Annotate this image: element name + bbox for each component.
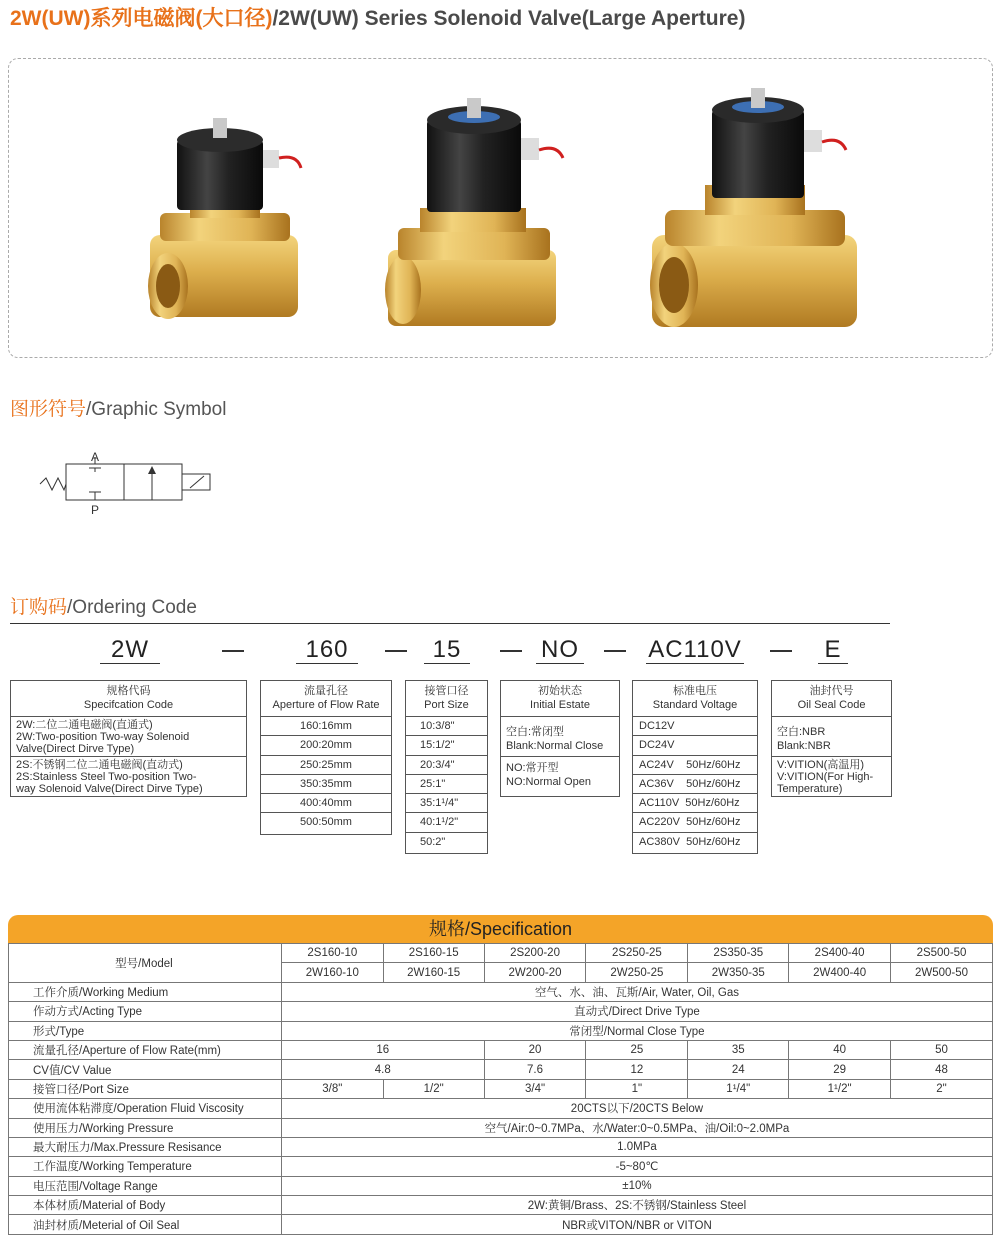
table-row <box>9 982 993 1001</box>
box-header <box>261 681 391 717</box>
row-line: 空白:NBR <box>777 726 826 738</box>
model-cell: 2S400-40 <box>789 944 891 963</box>
row-value: 3/8" <box>281 1079 383 1098</box>
row-label: 流量孔径/Aperture of Flow Rate(mm) <box>9 1040 282 1059</box>
port-row: 35:1¹/4" <box>406 794 487 813</box>
aperture-row: 250:25mm <box>261 756 391 775</box>
table-row <box>9 1157 993 1176</box>
table-row <box>9 1137 993 1156</box>
header-cn: 接管口径 <box>424 685 469 697</box>
code-underline <box>424 663 470 664</box>
row-line: Valve(Direct Dirve Type) <box>16 743 135 755</box>
row-line: 2W:Two-position Two-way Solenoid <box>16 731 190 743</box>
voltage-row: AC36V 50Hz/60Hz <box>633 775 757 794</box>
table-row <box>9 1215 993 1234</box>
table-row <box>9 1118 993 1137</box>
row-label: 本体材质/Material of Body <box>9 1196 282 1215</box>
ordering-divider <box>10 623 890 624</box>
aperture-box <box>260 680 392 835</box>
aperture-row: 350:35mm <box>261 775 391 794</box>
header-cn: 初始状态 <box>538 685 582 697</box>
row-line: Temperature) <box>777 783 843 795</box>
model-cell: 2W160-10 <box>281 963 383 982</box>
port-row: 20:3/4" <box>406 756 487 775</box>
row-line: V:VITION(For High- <box>777 771 874 783</box>
header-en: Specifcation Code <box>83 699 174 711</box>
table-row <box>9 1099 993 1118</box>
row-value: 24 <box>688 1060 789 1079</box>
aperture-row: 160:16mm <box>261 717 391 736</box>
row-line: NO:常开型 <box>506 762 559 774</box>
aperture-row: 200:20mm <box>261 736 391 755</box>
model-cell: 2S350-35 <box>688 944 789 963</box>
box-header <box>772 681 891 717</box>
row-value: 空气/Air:0~0.7MPa、水/Water:0~0.5MPa、油/Oil:0~2.0MPa <box>281 1118 992 1137</box>
code-dash <box>222 650 244 652</box>
row-value: 25 <box>586 1040 688 1059</box>
port-row: 25:1" <box>406 775 487 794</box>
model-cell: 2W500-50 <box>891 963 993 982</box>
code-initial: NO <box>541 636 579 663</box>
table-row <box>9 944 993 963</box>
row-value: 1.0MPa <box>281 1137 992 1156</box>
row-value: -5~80℃ <box>281 1157 992 1176</box>
code-spec: 2W <box>111 636 149 663</box>
box-header <box>406 681 487 717</box>
graphic-symbol <box>30 448 220 520</box>
spec-table <box>8 943 993 1235</box>
oil-seal-row <box>772 757 891 795</box>
row-label: 最大耐压力/Max.Pressure Resisance <box>9 1137 282 1156</box>
row-value: 空气、水、油、瓦斯/Air, Water, Oil, Gas <box>281 982 992 1001</box>
model-cell: 2S160-10 <box>281 944 383 963</box>
header-en: Initial Estate <box>530 699 590 711</box>
table-row <box>9 1002 993 1021</box>
graphic-symbol-heading <box>10 394 226 421</box>
row-value: 1/2" <box>383 1079 484 1098</box>
row-value: ±10% <box>281 1176 992 1195</box>
row-value: 直动式/Direct Drive Type <box>281 1002 992 1021</box>
code-underline <box>296 663 358 664</box>
header-cn: 油封代号 <box>809 685 854 697</box>
table-row <box>9 1176 993 1195</box>
code-underline <box>536 663 584 664</box>
port-row: 10:3/8" <box>406 717 487 736</box>
row-value: 1¹/2" <box>789 1079 891 1098</box>
row-value: 1¹/4" <box>688 1079 789 1098</box>
heading-cn: 订购码 <box>10 597 68 618</box>
initial-row <box>501 757 619 795</box>
row-line: way Solenoid Valve(Direct Dirve Type) <box>16 783 203 795</box>
aperture-row: 400:40mm <box>261 794 391 813</box>
code-dash <box>770 650 792 652</box>
code-oil-seal: E <box>824 636 842 663</box>
row-value: 50 <box>891 1040 993 1059</box>
row-label: 电压范围/Voltage Range <box>9 1176 282 1195</box>
port-row: 50:2" <box>420 835 446 848</box>
box-header <box>633 681 757 717</box>
row-line: V:VITION(高温用) <box>777 759 864 771</box>
header-en: Aperture of Flow Rate <box>272 699 380 711</box>
row-value: 20CTS以下/20CTS Below <box>281 1099 992 1118</box>
port-p-label: P <box>91 503 100 517</box>
heading-en: /Ordering Code <box>67 597 197 618</box>
row-value: 1" <box>586 1079 688 1098</box>
row-value: 7.6 <box>484 1060 586 1079</box>
table-row <box>9 1079 993 1098</box>
port-row: 15:1/2" <box>406 736 487 755</box>
model-label: 型号/Model <box>9 944 282 983</box>
code-voltage: AC110V <box>648 636 742 663</box>
code-aperture: 160 <box>305 636 349 663</box>
voltage-row: DC24V <box>633 736 757 755</box>
row-value: 16 <box>281 1040 484 1059</box>
header-en: Oil Seal Code <box>797 699 866 711</box>
model-cell: 2W400-40 <box>789 963 891 982</box>
row-value: 20 <box>484 1040 586 1059</box>
voltage-row: AC24V 50Hz/60Hz <box>633 756 757 775</box>
row-line: Blank:NBR <box>777 740 831 752</box>
oil-seal-row <box>772 717 891 757</box>
header-cn: 标准电压 <box>673 685 717 697</box>
box-header <box>11 681 246 717</box>
row-label: 形式/Type <box>9 1021 282 1040</box>
ordering-code-heading <box>10 592 197 619</box>
code-port: 15 <box>432 636 462 663</box>
port-row: 40:1¹/2" <box>406 813 487 832</box>
port-a-label: A <box>91 450 100 464</box>
row-value: NBR或VITON/NBR or VITON <box>281 1215 992 1234</box>
row-line: 2S:不锈钢二位二通电磁阀(直动式) <box>16 759 183 771</box>
model-cell: 2W250-25 <box>586 963 688 982</box>
box-header <box>501 681 619 717</box>
code-underline <box>818 663 848 664</box>
row-line: Blank:Normal Close <box>506 740 604 752</box>
model-cell: 2W160-15 <box>383 963 484 982</box>
table-row <box>9 1040 993 1059</box>
row-label: CV值/CV Value <box>9 1060 282 1079</box>
row-label: 使用流体粘滞度/Operation Fluid Viscosity <box>9 1099 282 1118</box>
row-label: 工作温度/Working Temperature <box>9 1157 282 1176</box>
voltage-row: AC220V 50Hz/60Hz <box>633 813 757 832</box>
spec-header: 规格/Specification <box>8 915 993 943</box>
table-row <box>9 1196 993 1215</box>
row-label: 接管口径/Port Size <box>9 1079 282 1098</box>
model-cell: 2S200-20 <box>484 944 586 963</box>
header-cn: 流量孔径 <box>304 685 348 697</box>
row-value: 29 <box>789 1060 891 1079</box>
row-label: 油封材质/Meterial of Oil Seal <box>9 1215 282 1234</box>
row-label: 作动方式/Acting Type <box>9 1002 282 1021</box>
spec-code-box <box>10 680 247 797</box>
code-underline <box>100 663 160 664</box>
valve-photo-3 <box>650 88 857 327</box>
code-dash <box>500 650 522 652</box>
row-value: 3/4" <box>484 1079 586 1098</box>
header-en: Port Size <box>424 699 469 711</box>
spec-code-row <box>11 717 246 757</box>
code-dash <box>604 650 626 652</box>
code-dash <box>385 650 407 652</box>
row-value: 40 <box>789 1040 891 1059</box>
table-row <box>9 1060 993 1079</box>
row-value: 常闭型/Normal Close Type <box>281 1021 992 1040</box>
valve-photos <box>0 0 1000 370</box>
row-value: 48 <box>891 1060 993 1079</box>
row-value: 12 <box>586 1060 688 1079</box>
voltage-row: DC12V <box>633 717 757 736</box>
oil-seal-box <box>771 680 892 797</box>
title-cn: 2W(UW)系列电磁阀(大口径) <box>10 7 273 30</box>
row-line: NO:Normal Open <box>506 776 591 788</box>
spec-code-row <box>11 757 246 795</box>
valve-photo-1 <box>148 118 301 319</box>
model-cell: 2S250-25 <box>586 944 688 963</box>
table-row <box>9 1021 993 1040</box>
heading-cn: 图形符号 <box>10 399 87 420</box>
model-cell: 2S500-50 <box>891 944 993 963</box>
row-label: 使用压力/Working Pressure <box>9 1118 282 1137</box>
heading-en: /Graphic Symbol <box>86 399 227 420</box>
voltage-row: AC380V 50Hz/60Hz <box>639 835 741 848</box>
port-size-box <box>405 680 488 854</box>
row-line: 空白:常闭型 <box>506 726 565 738</box>
header-en: Standard Voltage <box>652 699 738 711</box>
aperture-row: 500:50mm <box>300 816 352 829</box>
valve-photo-2 <box>385 98 563 326</box>
row-line: 2W:二位二通电磁阀(直通式) <box>16 719 153 731</box>
voltage-row: AC110V 50Hz/60Hz <box>633 794 757 813</box>
title-en: /2W(UW) Series Solenoid Valve(Large Aperture) <box>272 7 746 30</box>
row-value: 35 <box>688 1040 789 1059</box>
header-cn: 规格代码 <box>106 685 151 697</box>
row-value: 2" <box>891 1079 993 1098</box>
initial-state-box <box>500 680 620 797</box>
model-cell: 2W200-20 <box>484 963 586 982</box>
model-cell: 2S160-15 <box>383 944 484 963</box>
code-underline <box>646 663 744 664</box>
row-value: 4.8 <box>281 1060 484 1079</box>
model-cell: 2W350-35 <box>688 963 789 982</box>
initial-row <box>501 717 619 757</box>
row-label: 工作介质/Working Medium <box>9 982 282 1001</box>
row-value: 2W:黄铜/Brass、2S:不锈钢/Stainless Steel <box>281 1196 992 1215</box>
row-line: 2S:Stainless Steel Two-position Two- <box>16 771 197 783</box>
voltage-box <box>632 680 758 854</box>
